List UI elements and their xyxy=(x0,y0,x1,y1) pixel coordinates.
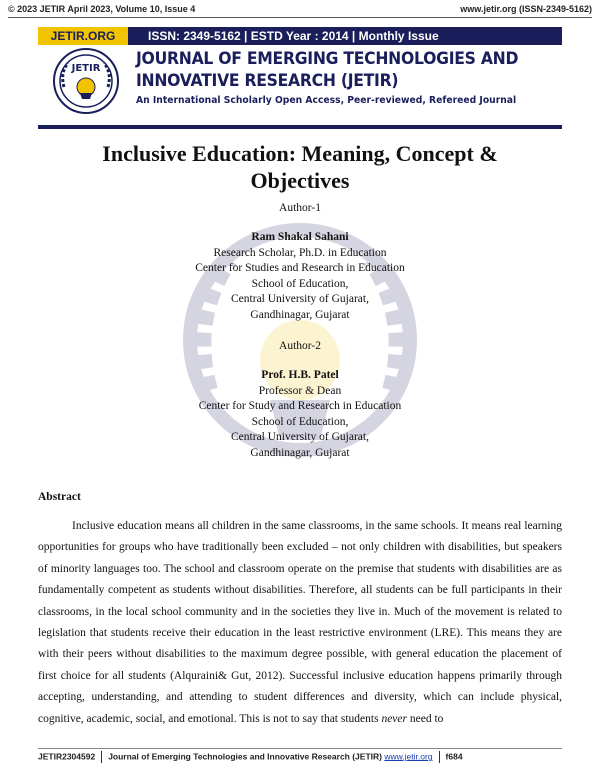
jetir-logo xyxy=(52,47,120,115)
author1-school: School of Education, xyxy=(251,277,349,290)
author2-name: Prof. H.B. Patel xyxy=(261,369,339,381)
banner-site-label: JETIR.ORG xyxy=(38,27,128,45)
author1-label: Author-1 xyxy=(279,202,321,214)
author2-role: Professor & Dean xyxy=(258,384,342,397)
journal-name-line1: JOURNAL OF EMERGING TECHNOLOGIES AND xyxy=(136,49,519,69)
journal-url-issn: www.jetir.org (ISSN-2349-5162) xyxy=(460,4,592,14)
page-number: f684 xyxy=(445,751,463,762)
abstract-heading: Abstract xyxy=(38,491,81,503)
logo-text: JETIR xyxy=(71,63,101,74)
abstract-text: Inclusive education means all children in the same classrooms, in the same schools. It means real learning opportunities for groups who have traditionally been excluded – not only children with disabilities, but speakers of minority languages too. The school and classroom operate on the premise that students with disabilities are as fundamentally competent as students without disabilities. Therefore, all students can be full participants in their classrooms, in the local school community and in the societies they live in. Much of the movement is related to legislation that students receive their education in the least restrictive environment (LRE). This means they are with their peers without disabilities to the maximum degree possible, with general education the placement of first choice for all students (Alquraini& Gut, 2012). Successful inclusive education happens primarily through accepting, understanding, and attending to student differences and diversity, which can include physical, cognitive, academic, social, and emotional. This is not to say that students xyxy=(38,520,562,725)
abstract-text-end: need to xyxy=(407,712,444,725)
footer-url-link[interactable]: www.jetir.org xyxy=(384,751,433,762)
author2-university: Central University of Gujarat, xyxy=(231,431,369,443)
author2-city: Gandhinagar, Gujarat xyxy=(250,446,350,459)
author2-label: Author-2 xyxy=(279,340,321,352)
issue-info: © 2023 JETIR April 2023, Volume 10, Issue 4 xyxy=(8,4,196,14)
paper-title xyxy=(60,140,540,194)
banner-issn-text: ISSN: 2349-5162 | ESTD Year : 2014 | Monthly Issue xyxy=(148,29,439,43)
abstract-emphasis: never xyxy=(381,712,407,725)
footer-journal: Journal of Emerging Technologies and Innovative Research (JETIR) xyxy=(108,751,382,762)
author2-school: School of Education, xyxy=(251,415,349,428)
author2-block xyxy=(60,368,540,461)
journal-tagline: An International Scholarly Open Access, Peer-reviewed, Refereed Journal xyxy=(136,95,517,106)
author2-center: Center for Study and Research in Education xyxy=(198,400,402,412)
page-footer xyxy=(38,751,562,765)
paper-title-line2: Objectives xyxy=(250,168,350,193)
author1-name: Ram Shakal Sahani xyxy=(251,231,349,243)
author1-city: Gandhinagar, Gujarat xyxy=(250,308,350,321)
paper-id: JETIR2304592 xyxy=(38,751,96,762)
footer-divider xyxy=(38,748,562,749)
masthead-rule xyxy=(38,125,562,129)
journal-name xyxy=(136,48,522,92)
author1-university: Central University of Gujarat, xyxy=(231,293,369,305)
header-divider xyxy=(8,17,592,18)
laurel-icon xyxy=(54,49,118,113)
journal-name-line2: INNOVATIVE RESEARCH (JETIR) xyxy=(136,71,399,91)
author1-block xyxy=(60,230,540,323)
author1-role: Research Scholar, Ph.D. in Education xyxy=(213,246,387,259)
author1-center: Center for Studies and Research in Education xyxy=(195,262,405,274)
running-header xyxy=(8,4,592,18)
paper-title-line1: Inclusive Education: Meaning, Concept & xyxy=(102,141,498,166)
abstract-body xyxy=(38,516,562,730)
